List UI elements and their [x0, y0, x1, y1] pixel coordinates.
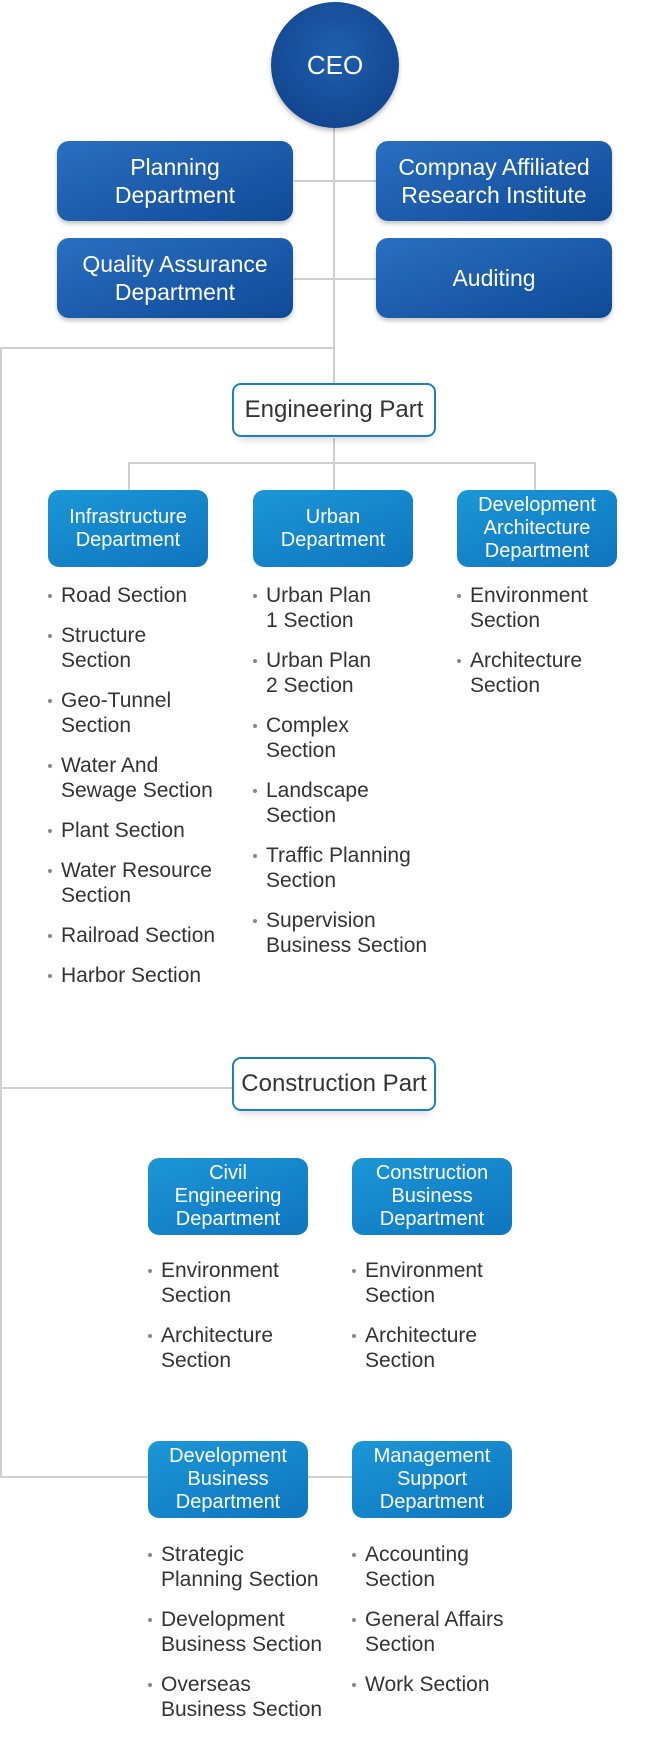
section-item: Geo-Tunnel Section	[48, 688, 233, 738]
section-item: Plant Section	[48, 818, 233, 843]
section-item: Architecture Section	[352, 1323, 537, 1373]
section-item: Supervision Business Section	[253, 908, 438, 958]
section-item: Urban Plan 1 Section	[253, 583, 438, 633]
planning-department-box	[57, 141, 293, 221]
development-business-department-box	[148, 1441, 308, 1518]
research-institute-box	[376, 141, 612, 221]
development-architecture-section-list	[457, 583, 642, 713]
management-support-department-label: Management Support Department	[373, 1445, 491, 1513]
urban-section-list	[253, 583, 438, 973]
ceo-label: CEO	[306, 49, 364, 80]
section-item: Complex Section	[253, 713, 438, 763]
connector-devarch-drop	[534, 462, 536, 490]
connector-construction-part	[0, 1087, 232, 1089]
civil-engineering-department-box	[148, 1158, 308, 1235]
construction-business-department-label: Construction Business Department	[375, 1162, 489, 1230]
connector-infra-drop	[128, 462, 130, 490]
research-institute-label: Compnay Affiliated Research Institute	[398, 154, 590, 208]
development-business-department-label: Development Business Department	[169, 1445, 287, 1513]
connector-left-branch	[0, 347, 335, 349]
engineering-part-box	[232, 383, 436, 437]
section-item: Work Section	[352, 1672, 537, 1697]
section-item: Water And Sewage Section	[48, 753, 233, 803]
development-architecture-department-label: Development Architecture Department	[478, 494, 596, 562]
planning-department-label: Planning Department	[114, 154, 236, 208]
infrastructure-department-box	[48, 490, 208, 567]
construction-business-department-box	[352, 1158, 512, 1235]
connector-engineering-down	[333, 438, 335, 490]
civil-engineering-section-list	[148, 1258, 333, 1388]
quality-assurance-box	[57, 238, 293, 318]
construction-part-box	[232, 1057, 436, 1111]
construction-business-section-list	[352, 1258, 537, 1388]
management-support-section-list	[352, 1542, 537, 1712]
quality-assurance-label: Quality Assurance Department	[82, 251, 268, 305]
section-item: Accounting Section	[352, 1542, 537, 1592]
section-item: Architecture Section	[148, 1323, 333, 1373]
section-item: Landscape Section	[253, 778, 438, 828]
development-business-section-list	[148, 1542, 333, 1737]
ceo-node	[271, 2, 399, 128]
section-item: Environment Section	[352, 1258, 537, 1308]
auditing-label: Auditing	[452, 265, 536, 291]
section-item: General Affairs Section	[352, 1607, 537, 1657]
section-item: Development Business Section	[148, 1607, 333, 1657]
section-item: Environment Section	[148, 1258, 333, 1308]
development-architecture-department-box	[457, 490, 617, 567]
connector-engineering-bar	[128, 462, 536, 464]
section-item: Structure Section	[48, 623, 233, 673]
management-support-department-box	[352, 1441, 512, 1518]
infrastructure-department-label: Infrastructure Department	[69, 505, 187, 551]
urban-department-box	[253, 490, 413, 567]
urban-department-label: Urban Department	[280, 505, 386, 551]
section-item: Traffic Planning Section	[253, 843, 438, 893]
section-item: Strategic Planning Section	[148, 1542, 333, 1592]
section-item: Overseas Business Section	[148, 1672, 333, 1722]
section-item: Urban Plan 2 Section	[253, 648, 438, 698]
connector-staff-row1	[294, 180, 378, 182]
civil-engineering-department-label: Civil Engineering Department	[174, 1162, 282, 1230]
connector-left-trunk	[0, 347, 2, 1478]
section-item: Environment Section	[457, 583, 642, 633]
auditing-box	[376, 238, 612, 318]
section-item: Road Section	[48, 583, 233, 608]
connector-staff-row2	[294, 278, 378, 280]
construction-part-title: Construction Part	[241, 1070, 427, 1097]
infrastructure-section-list	[48, 583, 233, 1003]
section-item: Architecture Section	[457, 648, 642, 698]
section-item: Harbor Section	[48, 963, 233, 988]
engineering-part-title: Engineering Part	[244, 396, 424, 423]
section-item: Railroad Section	[48, 923, 233, 948]
section-item: Water Resource Section	[48, 858, 233, 908]
